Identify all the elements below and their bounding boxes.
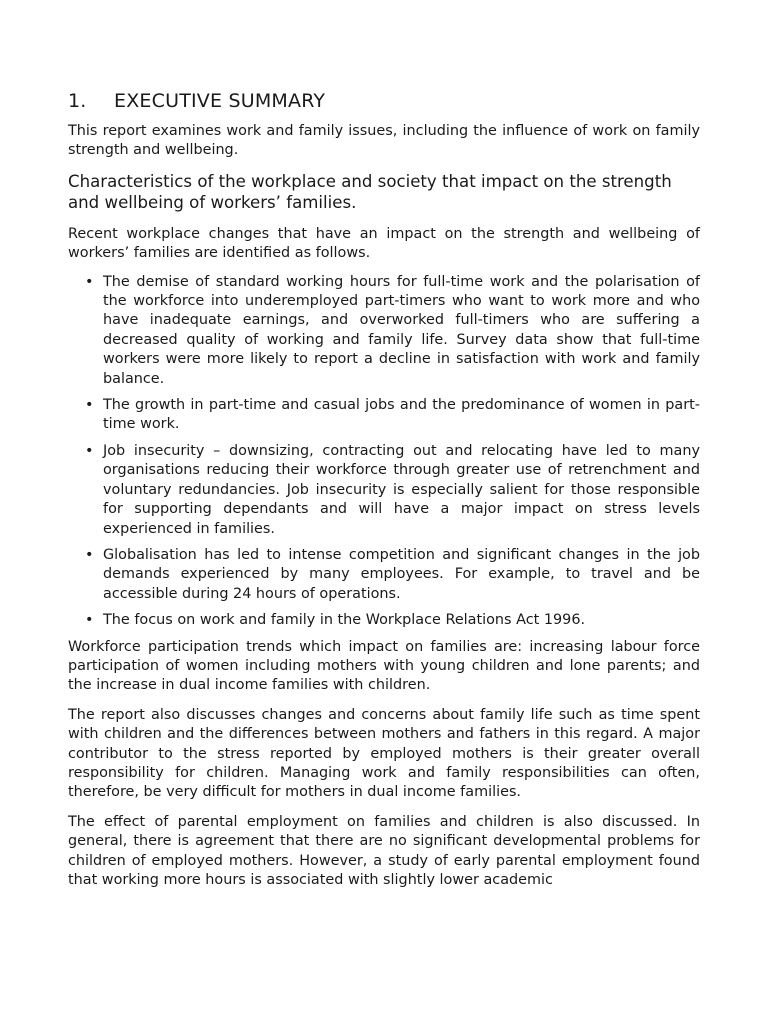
lead-in-paragraph: Recent workplace changes that have an impact on the strength and wellbeing of workers’ families are identified as follows. [68, 225, 700, 262]
section-number: 1. [68, 90, 87, 112]
bullet-item [68, 396, 700, 435]
bullet-text: Job insecurity – downsizing, contracting out and relocating have led to many organisations reducing their workforce through greater use of retrenchment and voluntary redundancies. Job insecurity is especially salient for those responsible for supporting dependants and will have a major impact on stress levels experienced in families. [103, 442, 700, 537]
bullet-item [68, 273, 700, 389]
bullet-item [68, 546, 700, 604]
section-title: EXECUTIVE SUMMARY [114, 90, 326, 112]
bullet-item [68, 442, 700, 539]
bullet-list [68, 273, 700, 631]
document-page [68, 88, 700, 900]
bullet-icon: • [85, 397, 94, 414]
bullet-text: Globalisation has led to intense competition and significant changes in the job demands experienced by many employees. For example, to travel and be accessible during 24 hours of operations. [103, 546, 700, 602]
intro-paragraph: This report examines work and family issues, including the influence of work on family strength and wellbeing. [68, 123, 700, 159]
subheading: Characteristics of the workplace and society that impact on the strength and wellbeing of workers’ families. [68, 171, 672, 213]
bullet-text: The demise of standard working hours for full-time work and the polarisation of the workforce into underemployed part-timers who want to work more and who have inadequate earnings, and overworked full-timers who are suffering a decreased quality of working and family life. Survey data show that full-time workers were more likely to report a decline in satisfaction with work and family balance. [103, 273, 700, 387]
body-paragraph: Workforce participation trends which impact on families are: increasing labour force participation of women including mothers with young children and lone parents; and the increase in dual income families with children. [68, 638, 700, 694]
bullet-icon: • [85, 612, 94, 629]
bullet-icon: • [85, 442, 94, 459]
bullet-icon: • [85, 546, 94, 563]
bullet-text: The focus on work and family in the Workplace Relations Act 1996. [103, 612, 586, 629]
bullet-text: The growth in part-time and casual jobs and the predominance of women in part-time work. [103, 397, 700, 433]
body-paragraph: The effect of parental employment on families and children is also discussed. In general, there is agreement that there are no significant developmental problems for children of employed mothers. However, a study of early parental employment found that working more hours is associated with slightly lower academic [68, 813, 700, 888]
body-paragraph: The report also discusses changes and concerns about family life such as time spent with children and the differences between mothers and fathers in this regard. A major contributor to the stress reported by employed mothers is their greater overall responsibility for children. Managing work and family responsibilities can often, therefore, be very difficult for mothers in dual income families. [68, 706, 700, 801]
bullet-icon: • [85, 273, 94, 290]
section-heading [68, 88, 700, 114]
bullet-item [68, 611, 700, 630]
